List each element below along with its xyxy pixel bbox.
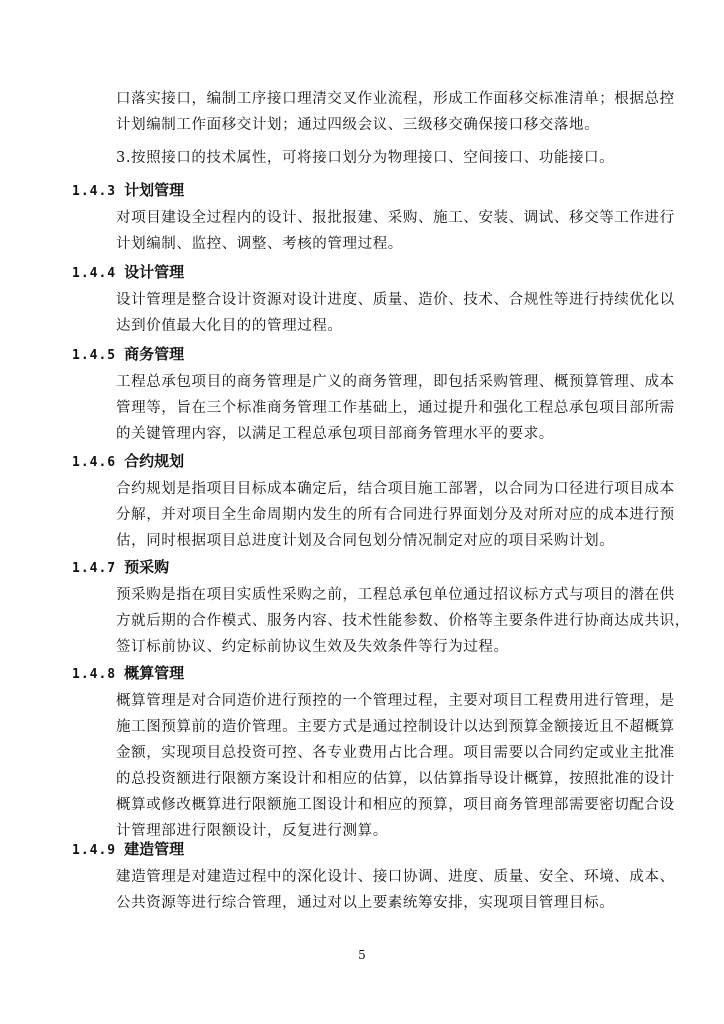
- body-line: 签订标前协议、约定标前协议生效及失效条件等行为过程。: [116, 639, 509, 655]
- section-body-1-4-4: [116, 287, 675, 339]
- intro-line: 口落实接口，编制工序接口理清交叉作业流程，形成工作面移交标准清单；根据总控: [116, 91, 675, 107]
- body-line: 合约规划是指项目目标成本确定后，结合项目施工部署，以合同为口径进行项目成本: [116, 481, 675, 497]
- section-body-1-4-7: [116, 582, 690, 660]
- body-line: 达到价值最大化目的的管理过程。: [116, 318, 343, 334]
- body-line: 公共资源等进行综合管理，通过对以上要素统筹安排，实现项目管理目标。: [116, 895, 615, 911]
- body-line: 建造管理是对建造过程中的深化设计、接口协调、进度、质量、安全、环境、成本、: [116, 869, 675, 885]
- section-body-1-4-6: [116, 476, 675, 554]
- body-line: 估，同时根据项目总进度计划及合同包划分情况制定对应的项目采购计划。: [116, 533, 615, 549]
- body-line: 计管理部进行限额设计，反复进行测算。: [116, 823, 388, 839]
- body-line: 对项目建设全过程内的设计、报批报建、采购、施工、安装、调试、移交等工作进行: [116, 210, 675, 226]
- section-number: 1.4.8: [72, 667, 117, 682]
- section-title: 计划管理: [124, 181, 185, 199]
- section-body-1-4-5: [116, 369, 675, 447]
- section-title: 预采购: [124, 558, 170, 576]
- section-number: 1.4.6: [72, 455, 117, 470]
- section-heading-1-4-7: [72, 557, 169, 579]
- section-heading-1-4-8: [72, 663, 184, 685]
- body-line: 预采购是指在项目实质性采购之前，工程总承包单位通过招议标方式与项目的潜在供: [116, 587, 675, 603]
- section-body-1-4-3: [116, 205, 675, 257]
- section-heading-1-4-5: [72, 344, 184, 366]
- section-number: 1.4.4: [72, 266, 117, 281]
- section-title: 商务管理: [124, 345, 185, 363]
- section-heading-1-4-3: [72, 180, 184, 202]
- section-heading-1-4-4: [72, 262, 184, 284]
- body-line: 设计管理是整合设计资源对设计进度、质量、造价、技术、合规性等进行持续优化以: [116, 292, 675, 308]
- section-title: 设计管理: [124, 263, 185, 281]
- body-line: 的总投资额进行限额方案设计和相应的估算，以估算指导设计概算，按照批准的设计: [116, 771, 675, 787]
- section-body-1-4-9: [116, 864, 675, 916]
- section-heading-1-4-9: [72, 839, 184, 861]
- page-number: 5: [358, 948, 366, 962]
- body-line: 方就后期的合作模式、服务内容、技术性能参数、价格等主要条件进行协商达成共识，: [116, 613, 690, 629]
- body-line: 概算或修改概算进行限额施工图设计和相应的预算，项目商务管理部需要密切配合设: [116, 797, 675, 813]
- section-title: 概算管理: [124, 664, 185, 682]
- body-line: 工程总承包项目的商务管理是广义的商务管理，即包括采购管理、概预算管理、成本: [116, 374, 675, 390]
- section-title: 合约规划: [124, 452, 185, 470]
- body-line: 施工图预算前的造价管理。主要方式是通过控制设计以达到预算金额接近且不超概算: [116, 719, 675, 735]
- intro-line: 计划编制工作面移交计划；通过四级会议、三级移交确保接口移交落地。: [116, 117, 600, 133]
- intro-item-3: [116, 145, 656, 171]
- intro-paragraph: [116, 86, 675, 138]
- section-number: 1.4.3: [72, 184, 117, 199]
- body-line: 分解，并对项目全生命周期内发生的所有合同进行界面划分及对所对应的成本进行预: [116, 507, 675, 523]
- body-line: 金额，实现项目总投资可控、各专业费用占比合理。项目需要以合同约定或业主批准: [116, 745, 675, 761]
- body-line: 管理等，旨在三个标准商务管理工作基础上，通过提升和强化工程总承包项目部所需: [116, 400, 675, 416]
- section-heading-1-4-6: [72, 451, 184, 473]
- section-body-1-4-8: [116, 688, 675, 844]
- body-line: 计划编制、监控、调整、考核的管理过程。: [116, 236, 403, 252]
- section-number: 1.4.7: [72, 561, 117, 576]
- section-number: 1.4.5: [72, 348, 117, 363]
- body-line: 概算管理是对合同造价进行预控的一个管理过程，主要对项目工程费用进行管理，是: [116, 693, 675, 709]
- section-title: 建造管理: [124, 840, 185, 858]
- intro-item-3-text: 3.按照接口的技术属性，可将接口划分为物理接口、空间接口、功能接口。: [116, 150, 615, 166]
- body-line: 的关键管理内容，以满足工程总承包项目部商务管理水平的要求。: [116, 426, 554, 442]
- section-number: 1.4.9: [72, 843, 117, 858]
